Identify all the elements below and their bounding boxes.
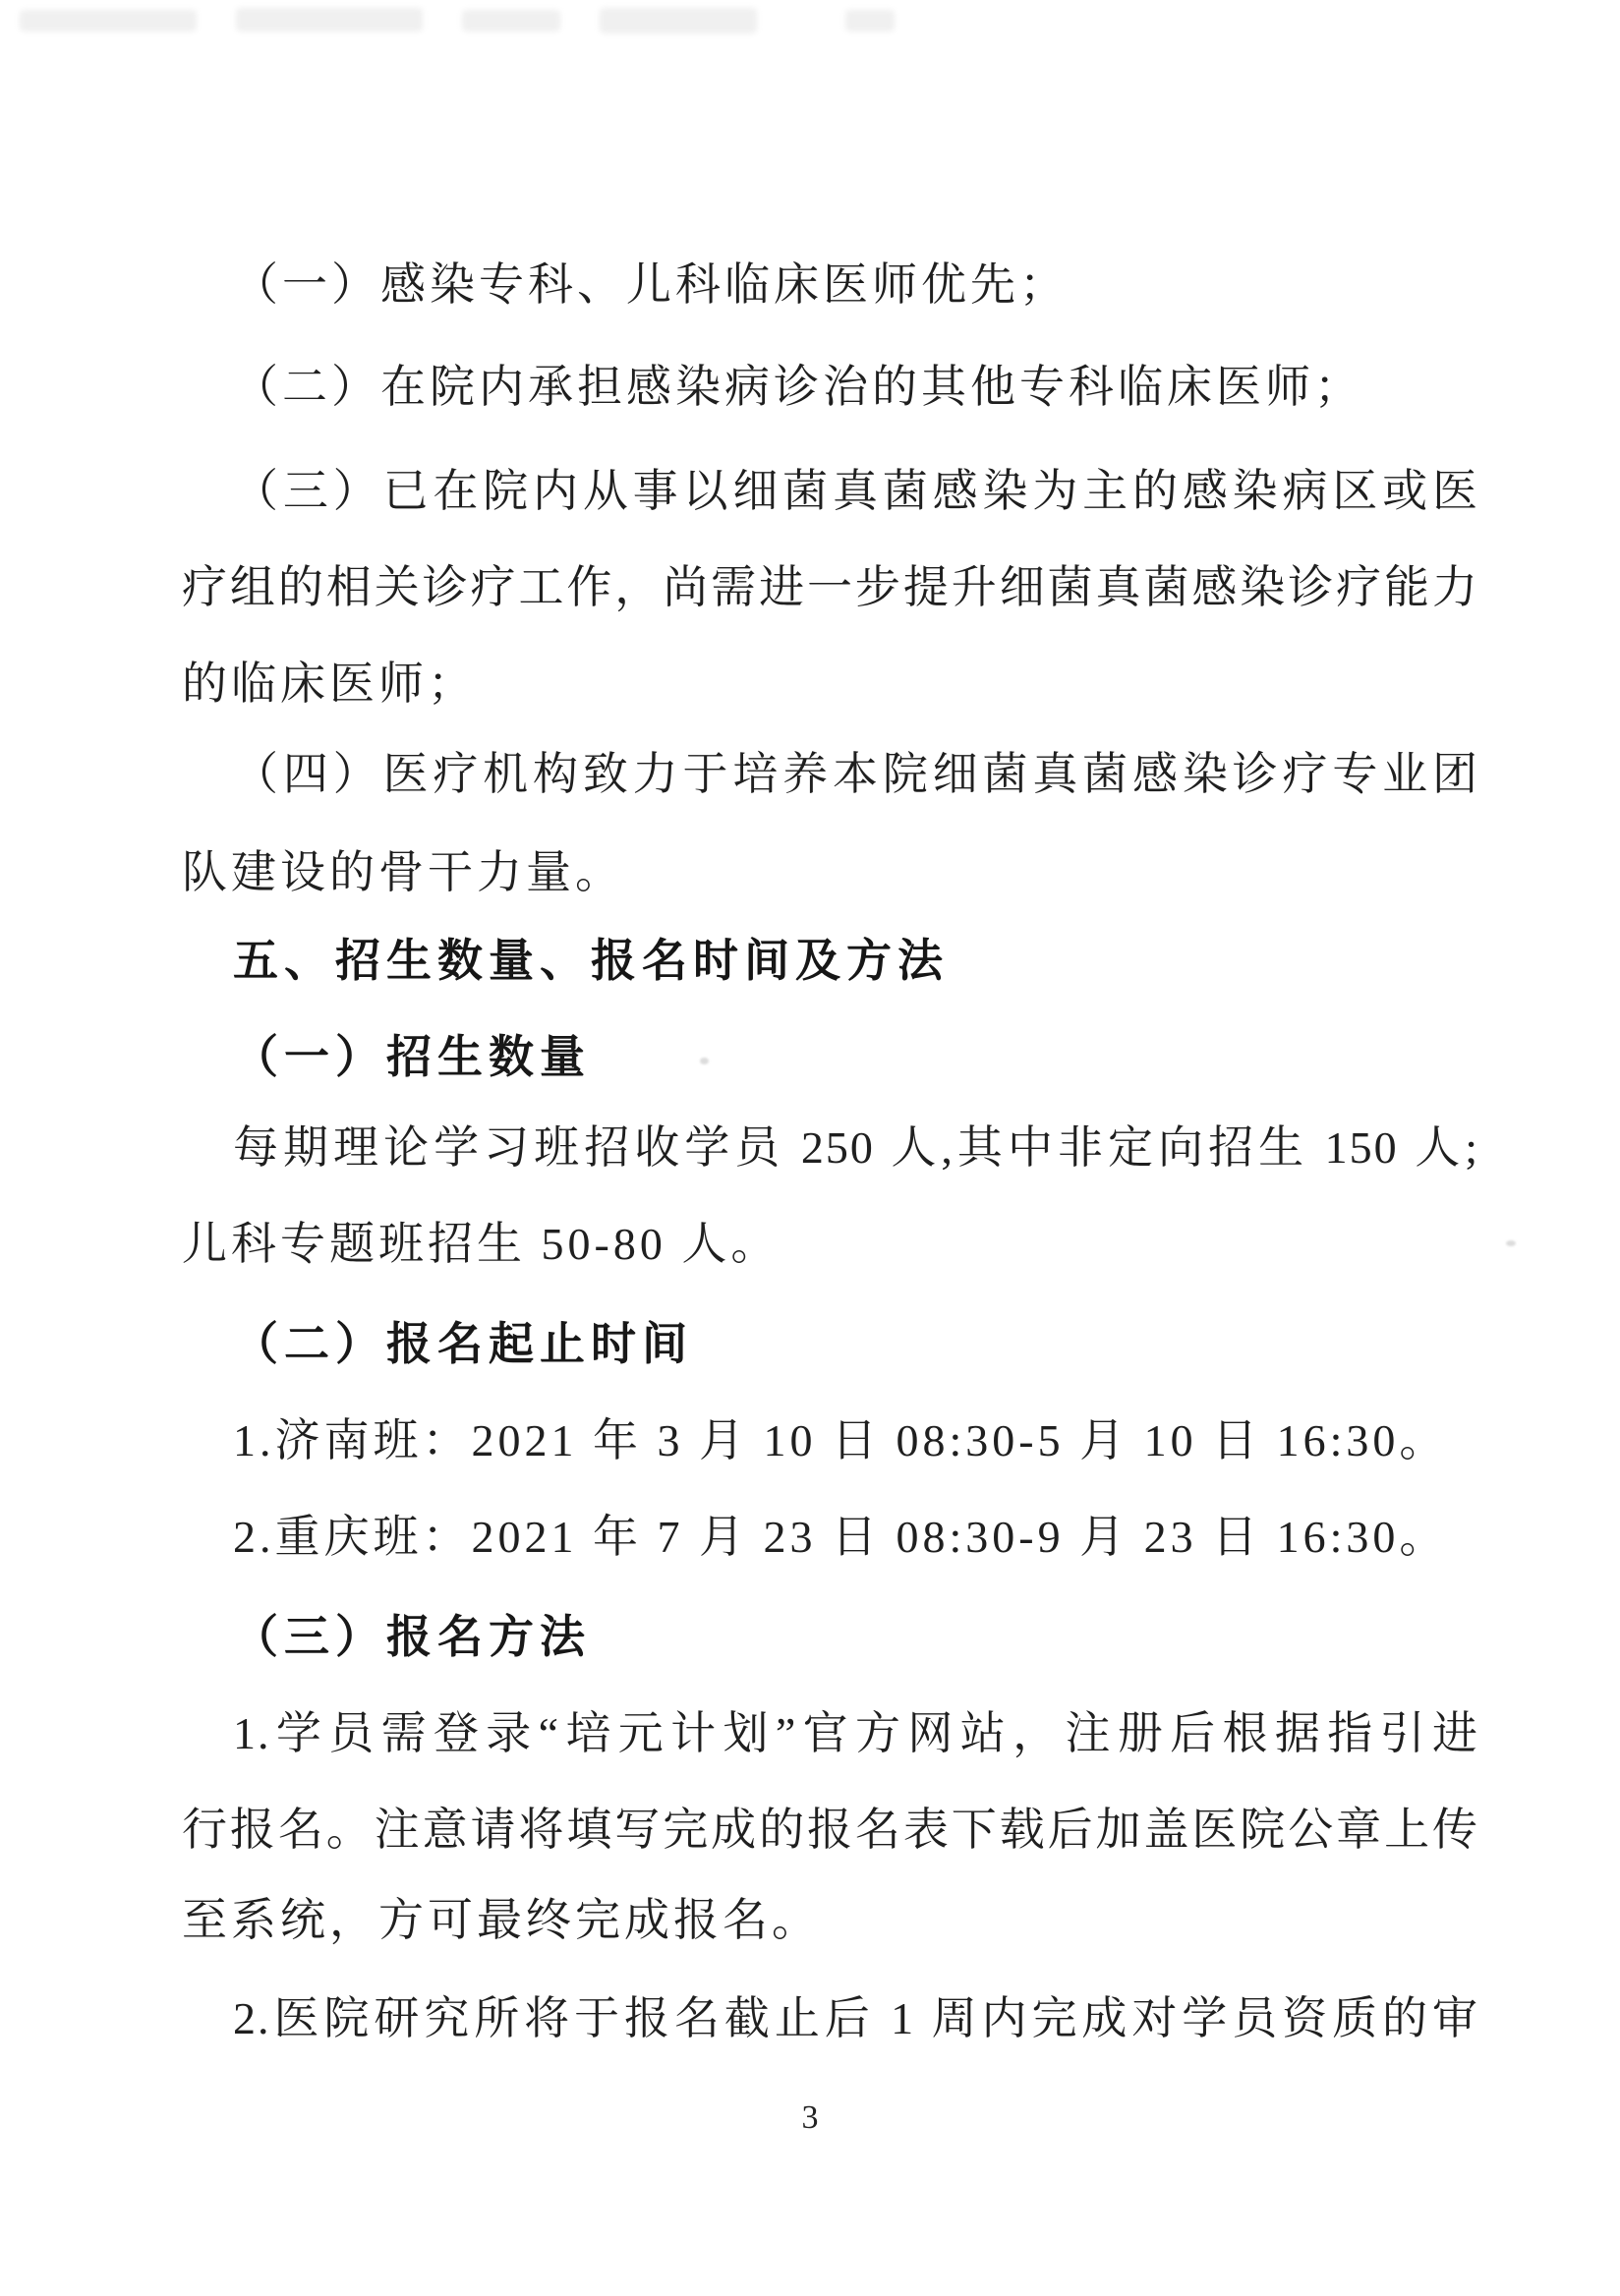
chongqing-class-schedule: 2.重庆班：2021 年 7 月 23 日 08:30-9 月 23 日 16:30。 [233, 1512, 1449, 1562]
scan-artifact [462, 10, 560, 31]
subsection-2-heading: （二）报名起止时间 [233, 1319, 693, 1369]
criteria-item-2: （二）在院内承担感染病诊治的其他专科临床医师； [233, 362, 1363, 412]
subsection-1-heading: （一）招生数量 [233, 1032, 591, 1082]
criteria-item-3-line-3: 的临床医师； [182, 659, 477, 709]
subsection-3-heading: （三）报名方法 [233, 1612, 591, 1662]
page-number: 3 [801, 2099, 819, 2136]
scan-artifact [845, 10, 895, 31]
registration-step-2-line-1: 2.医院研究所将于报名截止后 1 周内完成对学员资质的审 [233, 1993, 1479, 2043]
scan-speck [1506, 1240, 1516, 1246]
criteria-item-3-line-1: （三）已在院内从事以细菌真菌感染为主的感染病区或医 [233, 466, 1479, 516]
criteria-item-4-line-1: （四）医疗机构致力于培养本院细菌真菌感染诊疗专业团 [233, 749, 1479, 799]
criteria-item-4-line-2: 队建设的骨干力量。 [182, 847, 624, 897]
scan-artifact [20, 10, 197, 31]
enrollment-quota-line-1: 每期理论学习班招收学员 250 人,其中非定向招生 150 人; [233, 1122, 1479, 1173]
registration-step-1-line-3: 至系统，方可最终完成报名。 [182, 1895, 821, 1945]
criteria-item-3-line-2: 疗组的相关诊疗工作，尚需进一步提升细菌真菌感染诊疗能力 [182, 562, 1479, 612]
scan-artifact [600, 8, 757, 33]
registration-step-1-line-1: 1.学员需登录“培元计划”官方网站，注册后根据指引进 [233, 1708, 1479, 1758]
section-5-heading: 五、招生数量、报名时间及方法 [233, 935, 949, 986]
scan-artifact [236, 8, 423, 31]
criteria-item-1: （一）感染专科、儿科临床医师优先； [233, 259, 1069, 310]
jinan-class-schedule: 1.济南班：2021 年 3 月 10 日 08:30-5 月 10 日 16:30。 [233, 1415, 1449, 1465]
registration-step-1-line-2: 行报名。注意请将填写完成的报名表下载后加盖医院公章上传 [182, 1805, 1479, 1855]
enrollment-quota-line-2: 儿科专题班招生 50-80 人。 [182, 1219, 781, 1269]
